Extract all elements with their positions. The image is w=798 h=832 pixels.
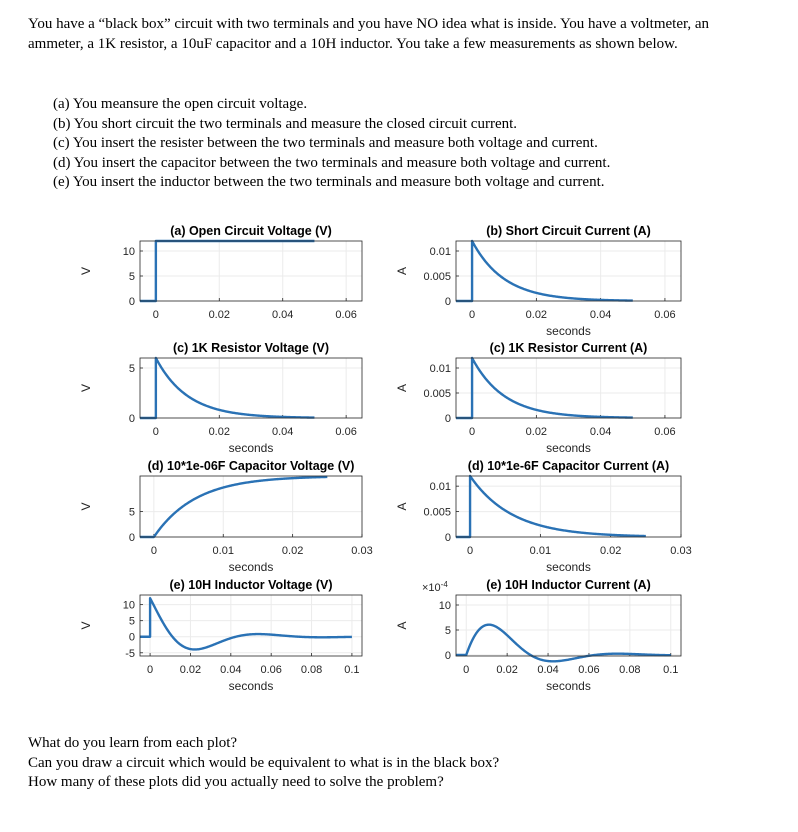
y-axis-label: V: [79, 383, 93, 393]
x-tick-label: 0: [469, 309, 476, 321]
x-tick-label: 0.08: [300, 664, 323, 676]
x-tick-label: 0: [469, 426, 476, 438]
y-tick-label: 0: [128, 413, 135, 425]
x-tick-label: 0.06: [654, 309, 676, 321]
x-tick-label: 0.04: [272, 309, 294, 321]
plot-c-resistor-voltage: [79, 341, 362, 455]
plot-area: [140, 476, 362, 537]
x-tick-label: 0: [147, 664, 154, 676]
y-tick-label: 0: [444, 532, 451, 544]
question-1: What do you learn from each plot?: [28, 735, 238, 751]
plot-a-open-circuit-voltage: [79, 224, 362, 321]
x-tick-label: 0.06: [260, 664, 282, 676]
x-tick-label: 0.01: [212, 545, 234, 557]
y-tick-label: 0: [128, 532, 135, 544]
x-tick-label: 0.06: [335, 309, 357, 321]
question-2: Can you draw a circuit which would be equivalent to what is in the black box?: [28, 754, 500, 771]
plot-b-short-circuit-current: [395, 224, 681, 338]
y-tick-label: 5: [128, 271, 135, 283]
x-tick-label: 0.04: [537, 664, 559, 676]
x-axis-label: seconds: [228, 441, 274, 455]
x-tick-label: 0.02: [281, 545, 304, 557]
x-tick-label: 0.08: [619, 664, 641, 676]
x-axis-label: seconds: [546, 324, 591, 338]
y-tick-label: -5: [125, 647, 135, 660]
x-axis-label: seconds: [228, 679, 274, 693]
y-tick-label: 0.005: [423, 388, 451, 400]
y-axis-label: V: [79, 266, 93, 276]
plot-area: [456, 358, 681, 418]
list-item-d: (d) You insert the capacitor between the two terminals and measure both voltage and current.: [53, 154, 611, 171]
x-tick-label: 0.02: [208, 309, 230, 321]
y-tick-label: 0: [128, 631, 135, 644]
plot-area: [140, 241, 362, 301]
x-tick-label: 0.03: [351, 545, 373, 557]
y-tick-label: 10: [438, 600, 451, 612]
chart-title: (d) 10*1e-06F Capacitor Voltage (V): [147, 459, 355, 473]
x-tick-label: 0.06: [578, 664, 600, 676]
chart-title: (d) 10*1e-6F Capacitor Current (A): [467, 459, 670, 473]
plot-area: [456, 241, 681, 301]
x-tick-label: 0.04: [272, 426, 294, 438]
x-tick-label: 0.04: [589, 426, 612, 438]
list-item-c: (c) You insert the resister between the two terminals and measure both voltage and current.: [53, 135, 598, 152]
plot-c-resistor-current: [395, 341, 681, 455]
y-tick-label: 0.01: [429, 246, 451, 258]
x-tick-label: 0: [463, 664, 470, 676]
question-3: How many of these plots did you actually need to solve the problem?: [28, 774, 444, 791]
y-tick-label: 0.005: [423, 271, 451, 283]
y-tick-label: 0.01: [429, 363, 451, 375]
x-tick-label: 0.04: [589, 309, 612, 321]
chart-title: (b) Short Circuit Current (A): [486, 224, 651, 238]
x-tick-label: 0.06: [654, 426, 676, 438]
x-tick-label: 0.04: [220, 664, 242, 676]
y-tick-label: 5: [128, 615, 135, 628]
x-tick-label: 0.02: [496, 664, 518, 676]
x-tick-label: 0.02: [525, 309, 548, 321]
axis-multiplier: $\times 10^{-4}$: [422, 580, 448, 594]
y-tick-label: 5: [128, 363, 135, 375]
chart-title: (c) 1K Resistor Current (A): [489, 341, 648, 355]
list-item-a: (a) You meansure the open circuit voltage.: [53, 96, 308, 112]
questions: [28, 734, 768, 793]
y-tick-label: 10: [122, 599, 135, 612]
chart-title: (e) 10H Inductor Current (A): [486, 578, 651, 592]
y-tick-label: 0: [444, 296, 451, 308]
plot-e-inductor-current: [395, 578, 681, 693]
x-tick-label: 0.02: [599, 545, 622, 557]
x-tick-label: 0.06: [335, 426, 357, 438]
y-tick-label: 0.01: [429, 481, 451, 494]
y-axis-label: V: [79, 502, 93, 511]
plot-d-capacitor-voltage: [79, 459, 373, 574]
y-axis-label: A: [395, 266, 409, 276]
plot-d-capacitor-current: [395, 459, 692, 574]
y-tick-label: 0.005: [423, 506, 451, 519]
y-tick-label: 5: [444, 625, 451, 637]
problem-intro: You have a “black box” circuit with two terminals and you have NO idea what is inside. You have a voltmeter, an ammeter, a 1K resistor, a 10uF capacitor and a 10H inductor. You take a few measurements as shown below.: [28, 16, 710, 52]
y-axis-label: A: [395, 621, 409, 630]
x-tick-label: 0: [150, 545, 157, 557]
x-tick-label: 0.1: [344, 664, 360, 676]
x-tick-label: 0.01: [529, 545, 552, 557]
x-axis-label: seconds: [546, 560, 591, 574]
plot-area: [140, 358, 362, 418]
y-tick-label: 10: [122, 246, 135, 258]
plot-area: [456, 476, 681, 537]
y-tick-label: 0: [444, 413, 451, 425]
plot-e-inductor-voltage: [79, 578, 362, 693]
x-axis-label: seconds: [228, 560, 274, 574]
chart-title: (e) 10H Inductor Voltage (V): [169, 578, 333, 592]
y-axis-label: A: [395, 383, 409, 393]
list-item-b: (b) You short circuit the two terminals and measure the closed circuit current.: [53, 115, 518, 132]
y-axis-label: A: [395, 502, 409, 511]
x-axis-label: seconds: [546, 679, 591, 693]
x-tick-label: 0.02: [179, 664, 202, 676]
x-tick-label: 0.03: [670, 545, 692, 557]
chart-title: (a) Open Circuit Voltage (V): [170, 224, 332, 238]
chart-title: (c) 1K Resistor Voltage (V): [172, 341, 330, 355]
x-tick-label: 0: [467, 545, 474, 557]
x-tick-label: 0: [152, 309, 159, 321]
y-axis-label: V: [79, 621, 93, 630]
y-tick-label: 5: [128, 506, 135, 519]
x-tick-label: 0.02: [525, 426, 548, 438]
x-tick-label: 0.1: [663, 664, 679, 676]
y-tick-label: 0: [444, 650, 451, 662]
y-tick-label: 0: [128, 296, 135, 308]
x-tick-label: 0.02: [208, 426, 230, 438]
list-item-e: (e) You insert the inductor between the two terminals and measure both voltage and current.: [53, 174, 605, 191]
x-tick-label: 0: [152, 426, 159, 438]
x-axis-label: seconds: [546, 441, 591, 455]
